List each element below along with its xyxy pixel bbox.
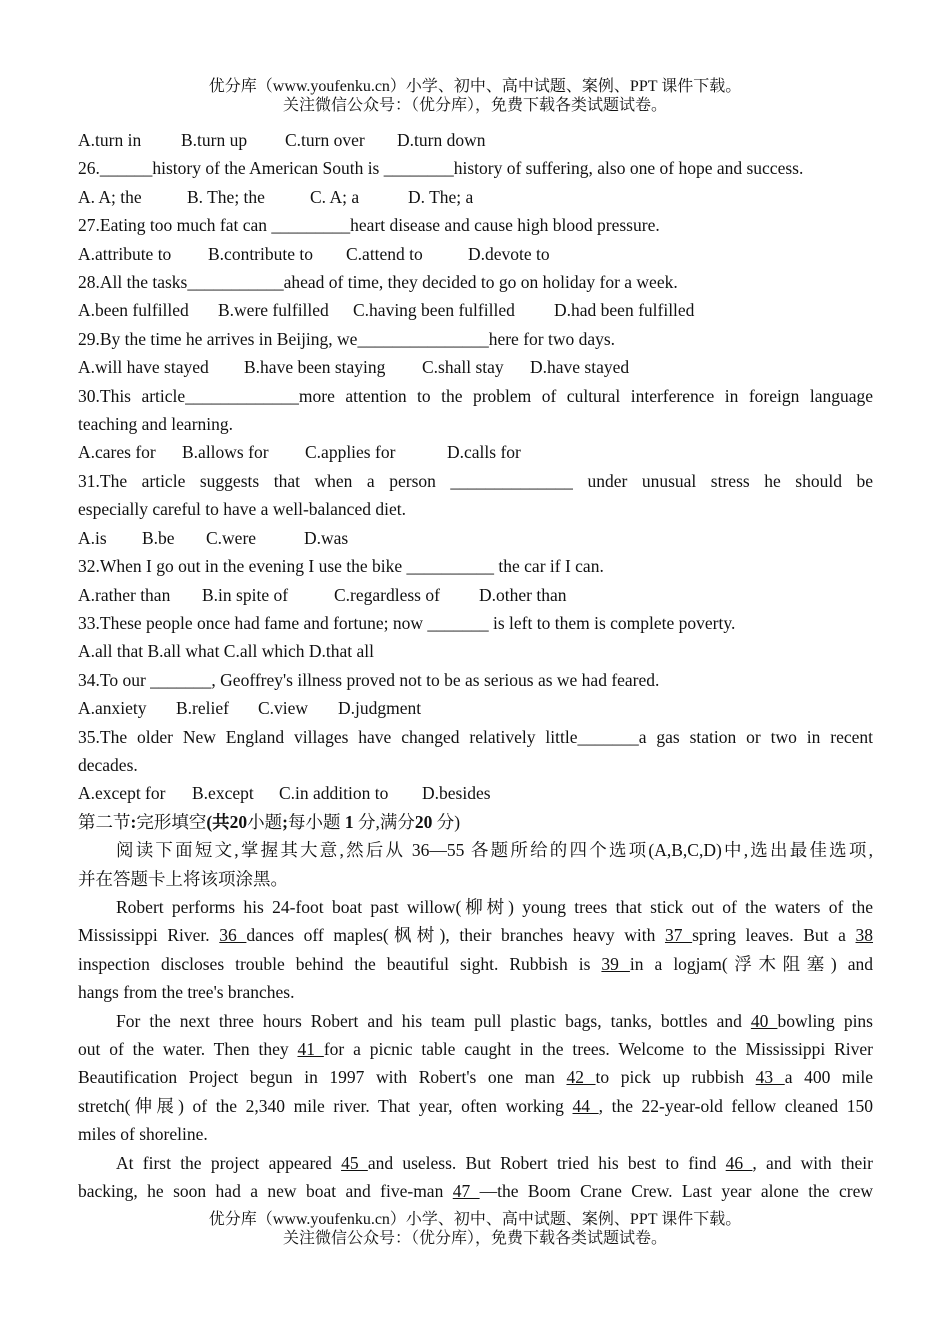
- passage-text: , the 22-year-old fellow cleaned 150: [598, 1095, 873, 1116]
- passage-line: miles of shoreline.: [78, 1124, 208, 1145]
- passage-text: backing, he soon had a new boat and five-man: [78, 1181, 453, 1202]
- option-b: B.be: [142, 527, 175, 548]
- question-stem: 34.To our _______, Geoffrey's illness proved not to be as serious as we had feared.: [78, 669, 660, 690]
- section-instructions: 阅读下面短文,掌握其大意,然后从 36—55 各题所给的四个选项(A,B,C,D)中,选出最佳选项,: [116, 840, 873, 861]
- option-c: C.having been fulfilled: [353, 300, 515, 321]
- option-a: A.cares for: [78, 442, 156, 463]
- option-c: C.regardless of: [334, 584, 440, 605]
- q25-options: [78, 126, 873, 154]
- question-stem: 27.Eating too much fat can _________heart disease and cause high blood pressure.: [78, 215, 660, 236]
- q30-options: [78, 438, 873, 466]
- question-stem: 32.When I go out in the evening I use the bike __________ the car if I can.: [78, 556, 604, 577]
- passage-line: [78, 1092, 873, 1120]
- passage-line: [78, 1063, 873, 1091]
- section-title-part: 每小题: [287, 811, 341, 832]
- question-stem: 31.The article suggests that when a person ______________ under unusual stress he should be: [78, 470, 873, 491]
- question-stem-cont: teaching and learning.: [78, 414, 234, 435]
- section-title-part: :: [130, 811, 137, 832]
- blank-45: 45: [341, 1152, 368, 1173]
- section-title-part: 第二节: [78, 811, 131, 832]
- section-title-part: 分): [436, 811, 461, 832]
- page-header: [0, 77, 950, 115]
- section-instructions-cont: 并在答题卡上将该项涂黑。: [78, 868, 288, 889]
- passage-line: [78, 950, 873, 978]
- option-d: D.besides: [422, 783, 491, 804]
- question-stem: 33.These people once had fame and fortune; now _______ is left to them is complete poverty.: [78, 612, 736, 633]
- passage-line: hangs from the tree's branches.: [78, 982, 295, 1003]
- blank-40: 40: [750, 1010, 778, 1031]
- blank-38: 38: [855, 925, 874, 946]
- option-c: C.were: [206, 527, 257, 548]
- q28-options: [78, 296, 873, 324]
- passage-text: out of the water. Then they: [78, 1039, 298, 1059]
- blank-44: 44: [572, 1095, 599, 1116]
- q34-options: [78, 694, 873, 722]
- option-b: B.were fulfilled: [218, 300, 329, 321]
- q32-options: [78, 581, 873, 609]
- q31-options: [78, 524, 873, 552]
- option-a: A.turn in: [78, 130, 142, 150]
- option-d: D.devote to: [468, 243, 550, 264]
- option-b: B.relief: [176, 698, 229, 719]
- q33-options: A.all that B.all what C.all which D.that all: [78, 641, 374, 662]
- passage-text: Beautification Project begun in 1997 with Robert's one man: [78, 1067, 567, 1088]
- passage-text: to pick up rubbish: [595, 1067, 756, 1088]
- option-a: A.anxiety: [78, 698, 147, 719]
- passage-text: and useless. But Robert tried his best to find: [367, 1152, 726, 1173]
- passage-line: Robert performs his 24-foot boat past willow(柳树) young trees that stick out of the waters of the: [116, 896, 873, 917]
- section-title: [78, 808, 873, 836]
- option-b: B.allows for: [182, 442, 269, 463]
- passage-text: dances off maples(枫树), their branches heavy with: [246, 925, 665, 946]
- passage-line: [78, 1177, 873, 1205]
- option-d: D.judgment: [338, 698, 422, 719]
- section-title-part: ;: [282, 811, 288, 832]
- section-title-part: 1: [344, 811, 354, 832]
- q29-options: [78, 353, 873, 381]
- passage-line: [78, 921, 873, 949]
- option-d: D.have stayed: [530, 357, 630, 378]
- section-title-part: 小题: [247, 811, 283, 832]
- passage-text: For the next three hours Robert and his team pull plastic bags, tanks, bottles and: [116, 1010, 751, 1031]
- blank-37: 37: [664, 925, 693, 946]
- option-a: A.will have stayed: [78, 357, 209, 378]
- option-c: C. A; a: [310, 186, 360, 207]
- passage-text: for a picnic table caught in the trees. Welcome to the Mississippi River: [323, 1039, 874, 1059]
- question-stem: 29.By the time he arrives in Beijing, we_______________here for two days.: [78, 328, 616, 349]
- passage-text: spring leaves. But a: [692, 925, 856, 946]
- option-b: B. The; the: [187, 186, 265, 207]
- passage-text: —the Boom Crane Crew. Last year alone the crew: [479, 1181, 873, 1202]
- exam-content: [78, 126, 873, 1205]
- question-stem: 35.The older New England villages have changed relatively little_______a gas station or two in recent: [78, 726, 873, 747]
- option-d: D.turn down: [397, 130, 486, 150]
- option-d: D. The; a: [408, 186, 474, 207]
- option-b: B.turn up: [181, 130, 248, 150]
- passage-line: [78, 1149, 873, 1177]
- blank-42: 42: [566, 1067, 596, 1088]
- option-c: C.attend to: [346, 243, 423, 264]
- footer-line-1: 优分库（www.youfenku.cn）小学、初中、高中试题、案例、PPT 课件下载。: [208, 1211, 742, 1228]
- footer-line-2: 关注微信公众号：（优分库），免费下载各类试题试卷。: [282, 1230, 667, 1247]
- option-b: B.in spite of: [202, 584, 289, 605]
- passage-text: stretch(伸展) of the 2,340 mile river. That year, often working: [78, 1095, 573, 1116]
- option-a: A.rather than: [78, 584, 171, 605]
- blank-46: 46: [725, 1152, 753, 1173]
- option-d: D.had been fulfilled: [554, 300, 695, 321]
- option-d: D.other than: [479, 584, 567, 605]
- section-title-part: 完形填空: [136, 811, 207, 832]
- passage-text: a 400 mile: [784, 1067, 874, 1088]
- option-c: C.view: [258, 698, 309, 719]
- option-c: C.turn over: [285, 130, 365, 150]
- passage-text: At first the project appeared: [116, 1152, 342, 1173]
- page-footer: [0, 1210, 950, 1248]
- header-line-1: 优分库（www.youfenku.cn）小学、初中、高中试题、案例、PPT 课件下载。: [208, 78, 742, 95]
- passage-line: [78, 1007, 873, 1035]
- question-stem-cont: especially careful to have a well-balanced diet.: [78, 499, 406, 520]
- passage-text: Mississippi River.: [78, 925, 220, 946]
- passage-text: inspection discloses trouble behind the beautiful sight. Rubbish is: [78, 953, 602, 974]
- option-b: B.contribute to: [208, 243, 313, 264]
- section-title-part: 分,满分: [357, 811, 415, 832]
- question-stem: 28.All the tasks___________ahead of time, they decided to go on holiday for a week.: [78, 272, 678, 293]
- option-a: A. A; the: [78, 186, 142, 207]
- blank-47: 47: [452, 1181, 480, 1202]
- blank-43: 43: [755, 1067, 785, 1088]
- q35-options: [78, 779, 873, 807]
- q26-options: [78, 183, 873, 211]
- passage-text: bowling pins: [777, 1010, 873, 1031]
- option-c: C.in addition to: [279, 783, 389, 804]
- option-d: D.was: [304, 527, 349, 548]
- option-d: D.calls for: [447, 442, 521, 463]
- q27-options: [78, 240, 873, 268]
- header-line-2: 关注微信公众号：（优分库），免费下载各类试题试卷。: [282, 97, 667, 114]
- option-c: C.shall stay: [422, 357, 504, 378]
- blank-36: 36: [219, 925, 247, 946]
- section-title-part: 20: [229, 811, 248, 832]
- section-title-part: 20: [414, 811, 433, 832]
- option-c: C.applies for: [305, 442, 396, 463]
- question-stem: 26.______history of the American South is ________history of suffering, also one of hope and success.: [78, 158, 804, 179]
- option-a: A.been fulfilled: [78, 300, 189, 321]
- option-b: B.except: [192, 783, 254, 804]
- blank-41: 41: [297, 1039, 324, 1059]
- option-b: B.have been staying: [244, 357, 386, 378]
- blank-39: 39: [601, 953, 630, 974]
- passage-text: , and with their: [752, 1152, 873, 1173]
- passage-text: in a logjam(浮木阻塞) and: [629, 953, 874, 974]
- passage-line: [78, 1035, 873, 1063]
- question-stem-cont: decades.: [78, 754, 138, 775]
- option-a: A.except for: [78, 783, 166, 804]
- option-a: A.is: [78, 527, 107, 548]
- option-a: A.attribute to: [78, 243, 172, 264]
- section-title-part: (共: [206, 811, 230, 832]
- question-stem: 30.This article_____________more attention to the problem of cultural interference in foreign language: [78, 385, 873, 406]
